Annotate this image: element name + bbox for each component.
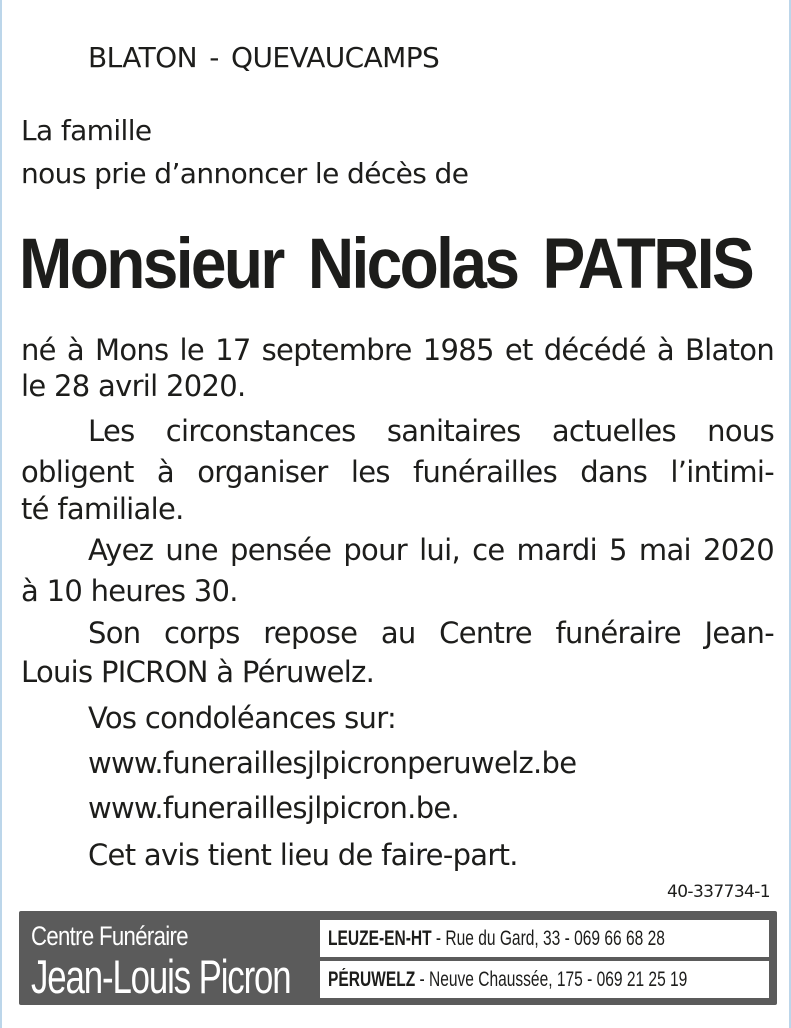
paragraph-1-line-2: obligent à organiser les funérailles dans l’intimi- bbox=[21, 455, 774, 489]
paragraph-2-line-1: Ayez une pensée pour lui, ce mardi 5 mai 2020 bbox=[88, 533, 774, 567]
funeral-home-name: Jean-Louis Picron bbox=[31, 950, 291, 1003]
deceased-name: Monsieur Nicolas PATRIS bbox=[19, 223, 753, 304]
paragraph-2-line-2: à 10 heures 30. bbox=[21, 574, 238, 608]
address-peruwelz bbox=[320, 961, 769, 998]
paragraph-1-line-1: Les circonstances sanitaires actuelles nous bbox=[88, 414, 774, 448]
paragraph-3-line-2: Louis PICRON à Péruwelz. bbox=[21, 655, 375, 689]
intro-line-2: nous prie d’annoncer le décès de bbox=[21, 157, 469, 190]
funeral-home-banner bbox=[19, 911, 777, 1005]
address-city: PÉRUWELZ bbox=[328, 968, 416, 991]
birth-line-1: né à Mons le 17 septembre 1985 et décédé à Blaton bbox=[21, 333, 774, 367]
address-leuze bbox=[320, 920, 769, 957]
intro-line-1: La famille bbox=[21, 114, 152, 147]
address-city: LEUZE-EN-HT bbox=[328, 927, 432, 950]
condolences-url-1[interactable]: www.funeraillesjlpicronperuwelz.be bbox=[88, 746, 577, 780]
paragraph-3-line-1: Son corps repose au Centre funéraire Jean- bbox=[88, 616, 774, 650]
condolences-label: Vos condoléances sur: bbox=[88, 701, 397, 735]
locality-header: BLATON - QUEVAUCAMPS bbox=[88, 41, 440, 74]
closing-line: Cet avis tient lieu de faire-part. bbox=[88, 838, 518, 872]
funeral-home-label: Centre Funéraire bbox=[31, 921, 188, 951]
notice-reference: 40-337734-1 bbox=[666, 882, 770, 902]
birth-line-2: le 28 avril 2020. bbox=[21, 369, 246, 403]
address-details: - Rue du Gard, 33 - 069 66 68 28 bbox=[431, 927, 665, 950]
address-details: - Neuve Chaussée, 175 - 069 21 25 19 bbox=[415, 968, 688, 991]
condolences-url-2[interactable]: www.funeraillesjlpicron.be. bbox=[88, 791, 460, 825]
paragraph-1-line-3: té familiale. bbox=[21, 492, 184, 526]
